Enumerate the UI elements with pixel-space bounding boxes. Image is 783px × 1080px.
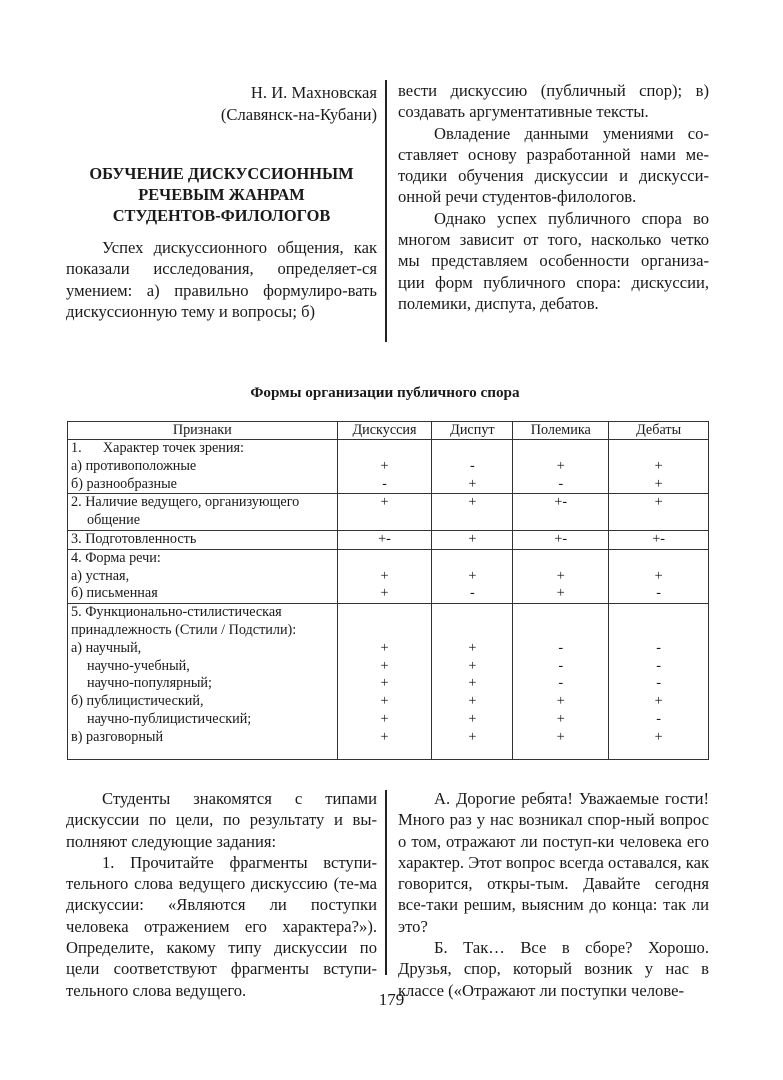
column-header: Дискуссия bbox=[337, 422, 432, 440]
criterion-cell: 1. Характер точек зрения: а) противоположные б) разнообразные bbox=[68, 440, 338, 494]
bottom-right-column bbox=[398, 788, 709, 1001]
table-row bbox=[68, 494, 709, 531]
value-cell: + - bbox=[609, 549, 709, 603]
column-header: Полемика bbox=[513, 422, 609, 440]
table-row bbox=[68, 530, 709, 549]
top-right-column bbox=[398, 80, 709, 314]
author-block bbox=[140, 82, 377, 125]
value-cell: + - bbox=[432, 549, 513, 603]
page-number: 179 bbox=[378, 990, 405, 1009]
paragraph: Овладение данными умениями со-ставляет основу разработанной нами ме-тодики обучения дискуссии и дискусси-онной речи студентов-филологов. bbox=[398, 123, 709, 207]
criterion-cell: 3. Подготовленность bbox=[68, 530, 338, 549]
table-title: Формы организации публичного спора bbox=[250, 384, 520, 401]
value-cell: - + bbox=[432, 440, 513, 494]
top-left-column bbox=[66, 237, 377, 322]
table-row bbox=[68, 440, 709, 494]
value-cell: + + + + + + bbox=[337, 604, 432, 760]
column-header: Дебаты bbox=[609, 422, 709, 440]
criterion-cell: 2. Наличие ведущего, организующего общение bbox=[68, 494, 338, 531]
intro-paragraph: Успех дискуссионного общения, как показали исследования, определяет-ся умением: а) правильно формулиро-вать дискуссионную тему и вопросы; б) bbox=[66, 238, 377, 321]
value-cell: +- bbox=[337, 530, 432, 549]
paragraph: Студенты знакомятся с типами дискуссии по цели, по результату и вы-полняют следующие задания: bbox=[66, 789, 377, 851]
article-title bbox=[66, 163, 377, 226]
value-cell: + bbox=[609, 494, 709, 531]
value-cell: + bbox=[432, 530, 513, 549]
paragraph: 1. Прочитайте фрагменты вступи-тельного слова ведущего дискуссию (те-ма дискуссии: «Являются ли поступки человека отражением его характера?»). Определите, какому типу дискуссии по цели соответствуют фрагменты вступи-тельного слова ведущего. bbox=[66, 852, 377, 1000]
value-cell: + + bbox=[337, 549, 432, 603]
table-header-row bbox=[68, 422, 709, 440]
value-cell: + bbox=[432, 494, 513, 531]
criterion-cell: 4. Форма речи: а) устная, б) письменная bbox=[68, 549, 338, 603]
paragraph: вести дискуссию (публичный спор); в) создавать аргументативные тексты. bbox=[398, 81, 709, 122]
title-line: СТУДЕНТОВ-ФИЛОЛОГОВ bbox=[112, 206, 331, 225]
title-line: ОБУЧЕНИЕ ДИСКУССИОННЫМ bbox=[89, 164, 354, 183]
value-cell: - - - + + + bbox=[513, 604, 609, 760]
paragraph: Однако успех публичного спора во многом зависит от того, насколько четко мы представляем особенности организа-ции форм публичного спора: дискуссии, полемики, диспута, дебатов. bbox=[398, 208, 709, 313]
author-name: Н. И. Махновская bbox=[250, 83, 377, 102]
value-cell: - - - + - + bbox=[609, 604, 709, 760]
value-cell: +- bbox=[513, 494, 609, 531]
value-cell: + + bbox=[609, 440, 709, 494]
criterion-cell: 5. Функционально-стилистическая принадлежность (Стили / Подстили): а) научный, научно-учебный, научно-популярный; б) публицистический, научно-публицистический; в) разговорный bbox=[68, 604, 338, 760]
paragraph: Б. Так… Все в сборе? Хорошо. Друзья, спор, который возник у нас в классе («Отражают ли поступки челове- bbox=[398, 938, 709, 1000]
paragraph: А. Дорогие ребята! Уважаемые гости! Много раз у нас возникал спор-ный вопрос о том, отражают ли поступ-ки человека его характер. Этот вопрос всегда оставался, как говорится, откры-тым. Давайте сегодня все-таки решим, выясним до конца: так ли это? bbox=[398, 789, 709, 936]
table-row bbox=[68, 549, 709, 603]
value-cell: + - bbox=[513, 440, 609, 494]
value-cell: + bbox=[337, 494, 432, 531]
value-cell: + - bbox=[337, 440, 432, 494]
title-line: РЕЧЕВЫМ ЖАНРАМ bbox=[138, 185, 305, 204]
forms-table bbox=[67, 421, 709, 760]
value-cell: + + bbox=[513, 549, 609, 603]
value-cell: +- bbox=[513, 530, 609, 549]
table-row bbox=[68, 604, 709, 760]
column-header: Диспут bbox=[432, 422, 513, 440]
value-cell: + + + + + + bbox=[432, 604, 513, 760]
column-header: Признаки bbox=[68, 422, 338, 440]
column-divider bbox=[385, 80, 387, 342]
value-cell: +- bbox=[609, 530, 709, 549]
author-location: (Славянск-на-Кубани) bbox=[220, 104, 377, 124]
column-divider bbox=[385, 790, 387, 975]
bottom-left-column bbox=[66, 788, 377, 1001]
